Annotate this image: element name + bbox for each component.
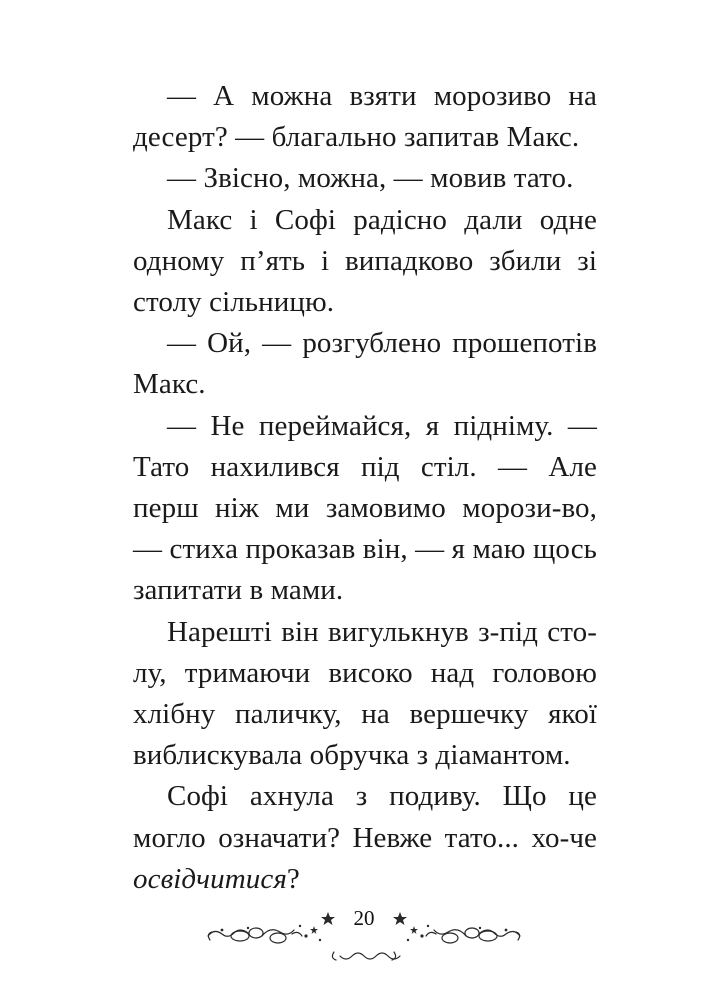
paragraph: Макс і Софі радісно дали одне одному п’ять і випадково збили зі столу сільницю. <box>133 203 597 319</box>
paragraph: — А можна взяти морозиво на десерт? — благально запитав Макс. <box>133 80 597 154</box>
page-footer <box>200 900 528 970</box>
paragraph: — Не переймайся, я підніму. — Тато нахилився під стіл. — Але перш ніж ми замовимо морози-во, — стиха проказав він, — я маю щось запитати в мами. <box>133 409 597 607</box>
page-number: 20 <box>353 906 375 930</box>
italic-word: освідчитися <box>133 862 287 895</box>
body-text <box>133 76 597 900</box>
paragraph-text: Софі ахнула з подиву. Що це могло означати? Невже тато... хо-че <box>133 780 597 854</box>
paragraph: Нарешті він вигулькнув з-під сто-лу, тримаючи високо над головою хлібну паличку, на вершечку якої виблискувала обручка з діамантом. <box>133 615 597 772</box>
paragraph-last <box>133 776 597 900</box>
paragraph: — Ой, — розгублено прошепотів Макс. <box>133 327 597 401</box>
question-mark: ? <box>286 862 300 895</box>
paragraph: — Звісно, можна, — мовив тато. <box>167 162 574 195</box>
